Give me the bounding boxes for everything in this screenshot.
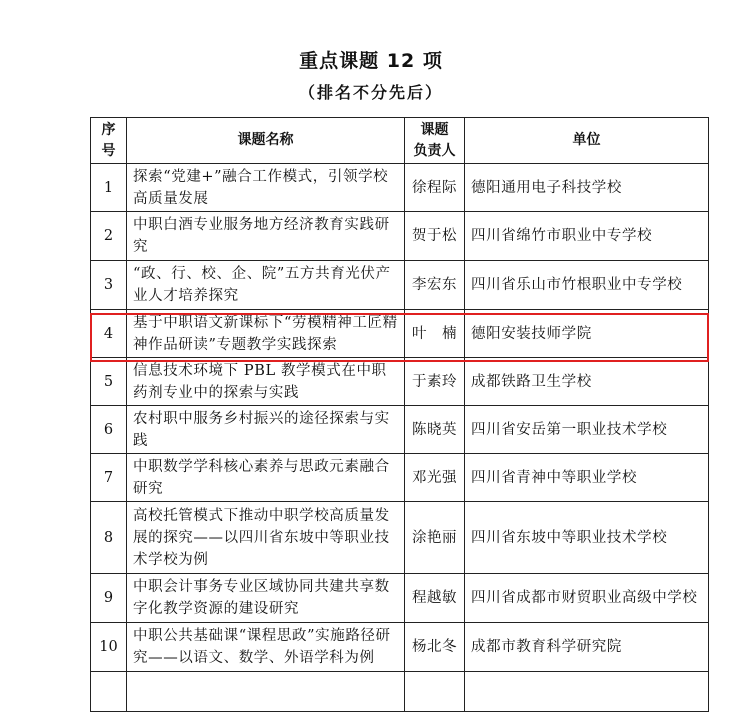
project-lead: 贺于松 [405,212,465,261]
project-name: “政、行、校、企、院”五方共育光伏产业人才培养探究 [127,261,405,310]
document-subtitle: （排名不分先后） [298,83,443,102]
table-row [91,623,709,672]
project-unit: 四川省绵竹市职业中专学校 [465,212,709,261]
header-name: 课题名称 [127,118,405,164]
project-lead: 于素玲 [405,358,465,406]
row-number: 1 [91,164,127,212]
row-number: 4 [91,310,127,358]
project-name: 中职公共基础课“课程思政”实施路径研究——以语文、数学、外语学科为例 [127,623,405,672]
project-name: 中职白酒专业服务地方经济教育实践研究 [127,212,405,261]
project-name: 中职数学学科核心素养与思政元素融合研究 [127,454,405,502]
project-name: 基于中职语文新课标下“劳模精神工匠精神作品研读”专题教学实践探索 [127,310,405,358]
table-row [91,502,709,574]
row-number: 6 [91,406,127,454]
project-lead: 徐程际 [405,164,465,212]
table-row [91,574,709,623]
project-lead: 陈晓英 [405,406,465,454]
table-row [91,406,709,454]
header-row [91,118,709,164]
row-number: 9 [91,574,127,623]
document-title: 重点课题 12 项 [299,50,443,72]
table-row [91,261,709,310]
row-number: 10 [91,623,127,672]
project-name: 信息技术环境下 PBL 教学模式在中职药剂专业中的探索与实践 [127,358,405,406]
table-row [91,358,709,406]
project-lead: 邓光强 [405,454,465,502]
project-unit: 德阳通用电子科技学校 [465,164,709,212]
header-lead: 课题 负责人 [405,118,465,164]
project-lead: 李宏东 [405,261,465,310]
row-number: 8 [91,502,127,574]
table-row-highlighted [91,310,709,358]
project-unit: 四川省成都市财贸职业高级中学校 [465,574,709,623]
table-row-cut-off [91,672,709,712]
table-row [91,164,709,212]
project-unit: 四川省东坡中等职业技术学校 [465,502,709,574]
project-unit: 德阳安装技师学院 [465,310,709,358]
project-lead: 涂艳丽 [405,502,465,574]
project-name: 探索“党建+”融合工作模式，引领学校高质量发展 [127,164,405,212]
project-lead: 程越敏 [405,574,465,623]
table-row [91,454,709,502]
row-number: 2 [91,212,127,261]
header-no: 序 号 [91,118,127,164]
project-unit: 四川省青神中等职业学校 [465,454,709,502]
table-row [91,212,709,261]
project-unit: 四川省乐山市竹根职业中专学校 [465,261,709,310]
project-name: 中职会计事务专业区域协同共建共享数字化教学资源的建设研究 [127,574,405,623]
row-number: 5 [91,358,127,406]
project-lead: 叶 楠 [405,310,465,358]
project-lead: 杨北冬 [405,623,465,672]
projects-table [90,117,709,712]
project-name: 高校托管模式下推动中职学校高质量发展的探究——以四川省东坡中等职业技术学校为例 [127,502,405,574]
project-unit: 成都市教育科学研究院 [465,623,709,672]
project-unit: 四川省安岳第一职业技术学校 [465,406,709,454]
row-number: 3 [91,261,127,310]
row-number: 7 [91,454,127,502]
header-unit: 单位 [465,118,709,164]
project-unit: 成都铁路卫生学校 [465,358,709,406]
project-name: 农村职中服务乡村振兴的途径探索与实践 [127,406,405,454]
